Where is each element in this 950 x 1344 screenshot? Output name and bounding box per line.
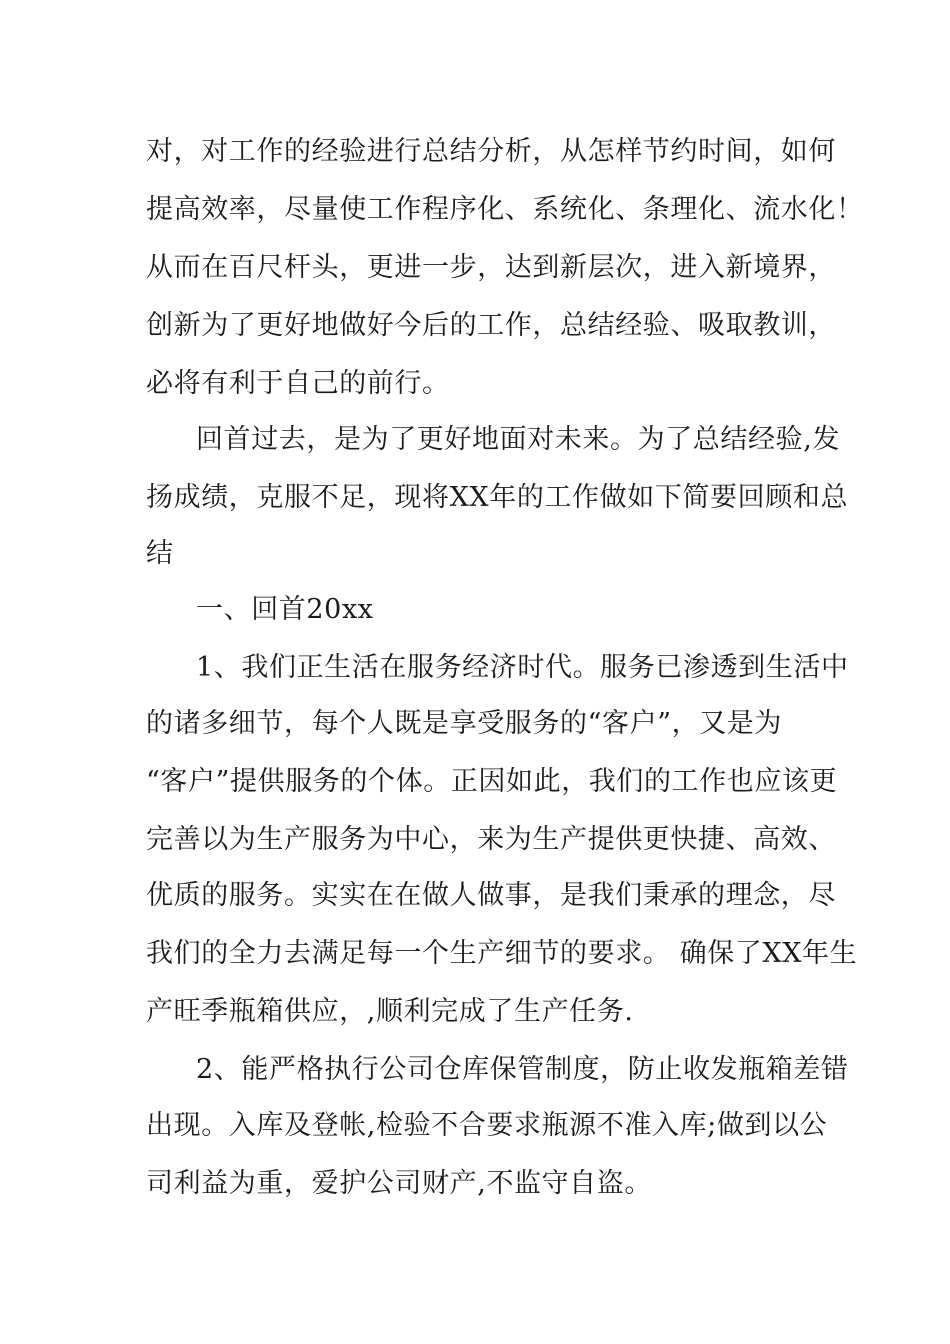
- paragraph-line: 从而在百尺杆头，更进一步，达到新层次，进入新境界，: [146, 252, 836, 283]
- paragraph-line: 2、能严格执行公司仓库保管制度，防止收发瓶箱差错: [196, 1054, 849, 1085]
- paragraph-line: 结: [146, 538, 174, 569]
- paragraph-line: 回首过去，是为了更好地面对未来。为了总结经验,发: [196, 424, 840, 455]
- paragraph-line: 扬成绩，克服不足，现将XX年的工作做如下简要回顾和总: [146, 482, 849, 513]
- paragraph-line: 1、我们正生活在服务经济时代。服务已渗透到生活中: [196, 652, 849, 683]
- paragraph-line: 对，对工作的经验进行总结分析，从怎样节约时间，如何: [146, 136, 836, 167]
- paragraph-line: 优质的服务。实实在在做人做事，是我们秉承的理念，尽: [146, 880, 836, 911]
- paragraph-line: 创新为了更好地做好今后的工作，总结经验、吸取教训，: [146, 310, 836, 341]
- paragraph-line: 的诸多细节，每个人既是享受服务的“客户”，又是为: [146, 708, 783, 739]
- paragraph-line: 完善以为生产服务为中心，来为生产提供更快捷、高效、: [146, 824, 836, 855]
- paragraph-line: 我们的全力去满足每一个生产细节的要求。 确保了XX年生: [146, 938, 858, 969]
- paragraph-line: 提高效率，尽量使工作程序化、系统化、条理化、流水化！: [146, 194, 864, 225]
- paragraph-line: 产旺季瓶箱供应，,顺利完成了生产任务.: [146, 996, 634, 1027]
- paragraph-line: “客户”提供服务的个体。正因如此，我们的工作也应该更: [146, 766, 838, 797]
- paragraph-line: 必将有利于自己的前行。: [146, 368, 450, 399]
- section-heading: 一、回首20xx: [196, 594, 374, 625]
- paragraph-line: 出现。入库及登帐,检验不合要求瓶源不准入库;做到以公: [146, 1110, 828, 1141]
- paragraph-line: 司利益为重，爱护公司财产,不监守自盗。: [146, 1168, 652, 1199]
